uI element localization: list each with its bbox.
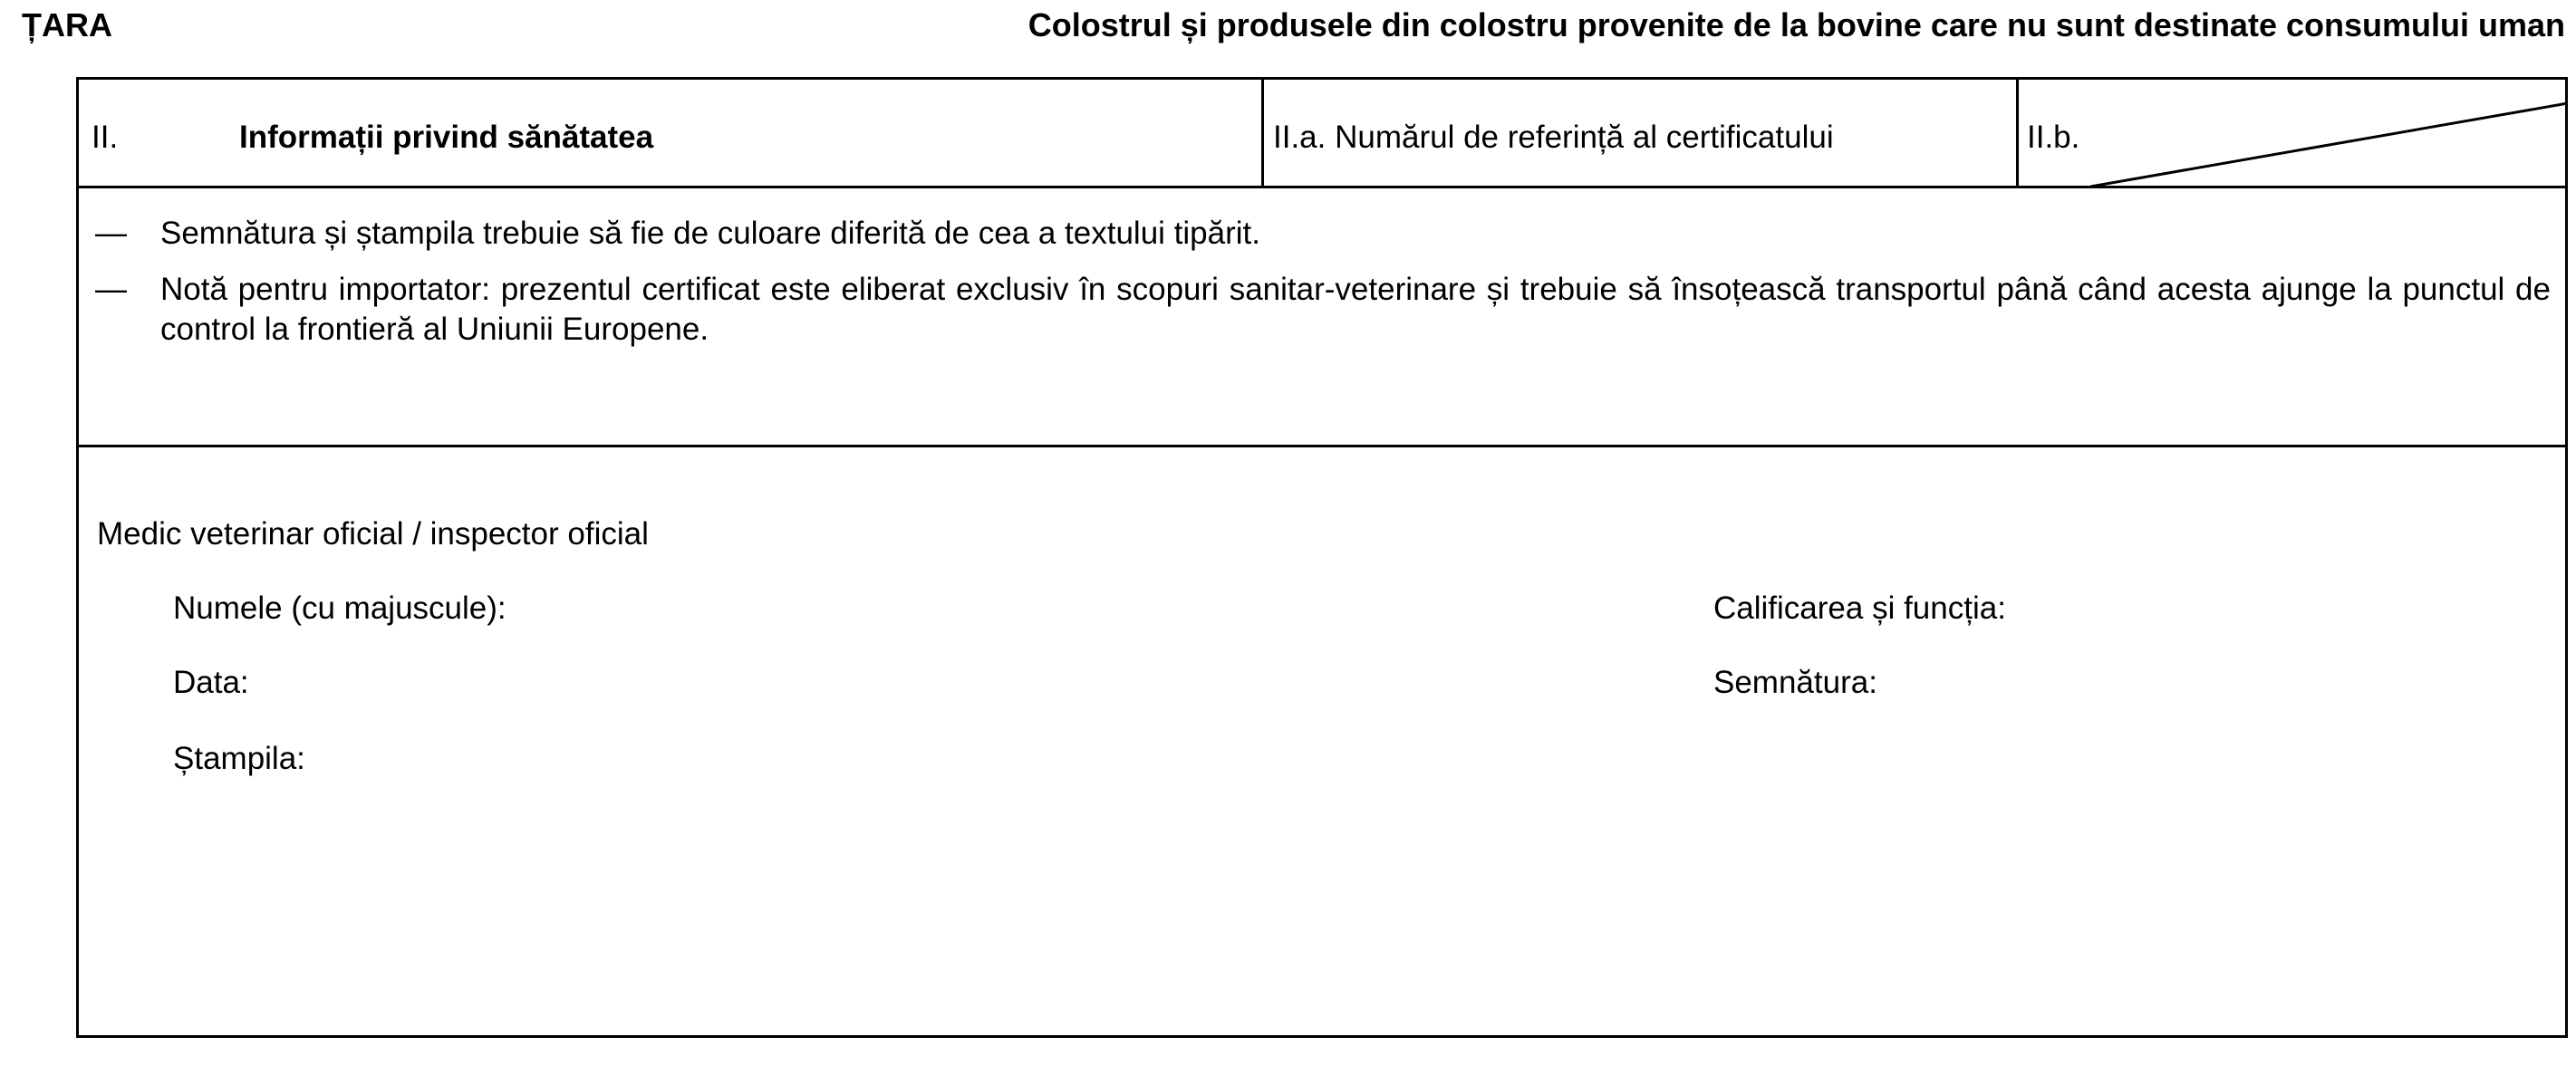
certificate-form: [76, 77, 2568, 1038]
note-item: [95, 270, 2551, 350]
certificate-title: Colostrul și produsele din colostru provenite de la bovine care nu sunt destinate consumului uman: [1028, 6, 2565, 43]
crossed-out-cell-line: [2090, 80, 2568, 188]
cell-divider: [2016, 80, 2019, 188]
date-label: Data:: [173, 665, 249, 700]
certificate-reference-b-label: II.b.: [2027, 120, 2080, 155]
note-dash: —: [95, 272, 127, 307]
country-label: ȚARA: [22, 6, 112, 43]
row-divider: [79, 186, 2565, 188]
qualification-label: Calificarea și funcția:: [1713, 591, 2006, 626]
note-item: [95, 214, 2551, 254]
certificate-reference-label: II.a. Numărul de referință al certificatului: [1273, 120, 1834, 155]
section-number: II.: [92, 120, 119, 155]
note-text: Notă pentru importator: prezentul certificat este eliberat exclusiv în scopuri sanitar-veterinare și trebuie să însoțească transportul până când acesta ajunge la punctul de control la frontieră al Uniunii Europene.: [160, 272, 2551, 347]
section-title: Informații privind sănătatea: [239, 120, 654, 155]
notes-list: [95, 214, 2551, 366]
note-dash: —: [95, 216, 127, 251]
row-divider: [79, 445, 2565, 447]
stamp-label: Ștampila:: [173, 741, 305, 776]
signature-label: Semnătura:: [1713, 665, 1877, 700]
cell-divider: [1261, 80, 1264, 188]
official-veterinarian-heading: Medic veterinar oficial / inspector oficial: [97, 516, 649, 552]
name-label: Numele (cu majuscule):: [173, 591, 507, 626]
note-text: Semnătura și ștampila trebuie să fie de culoare diferită de cea a textului tipărit.: [160, 216, 1260, 251]
